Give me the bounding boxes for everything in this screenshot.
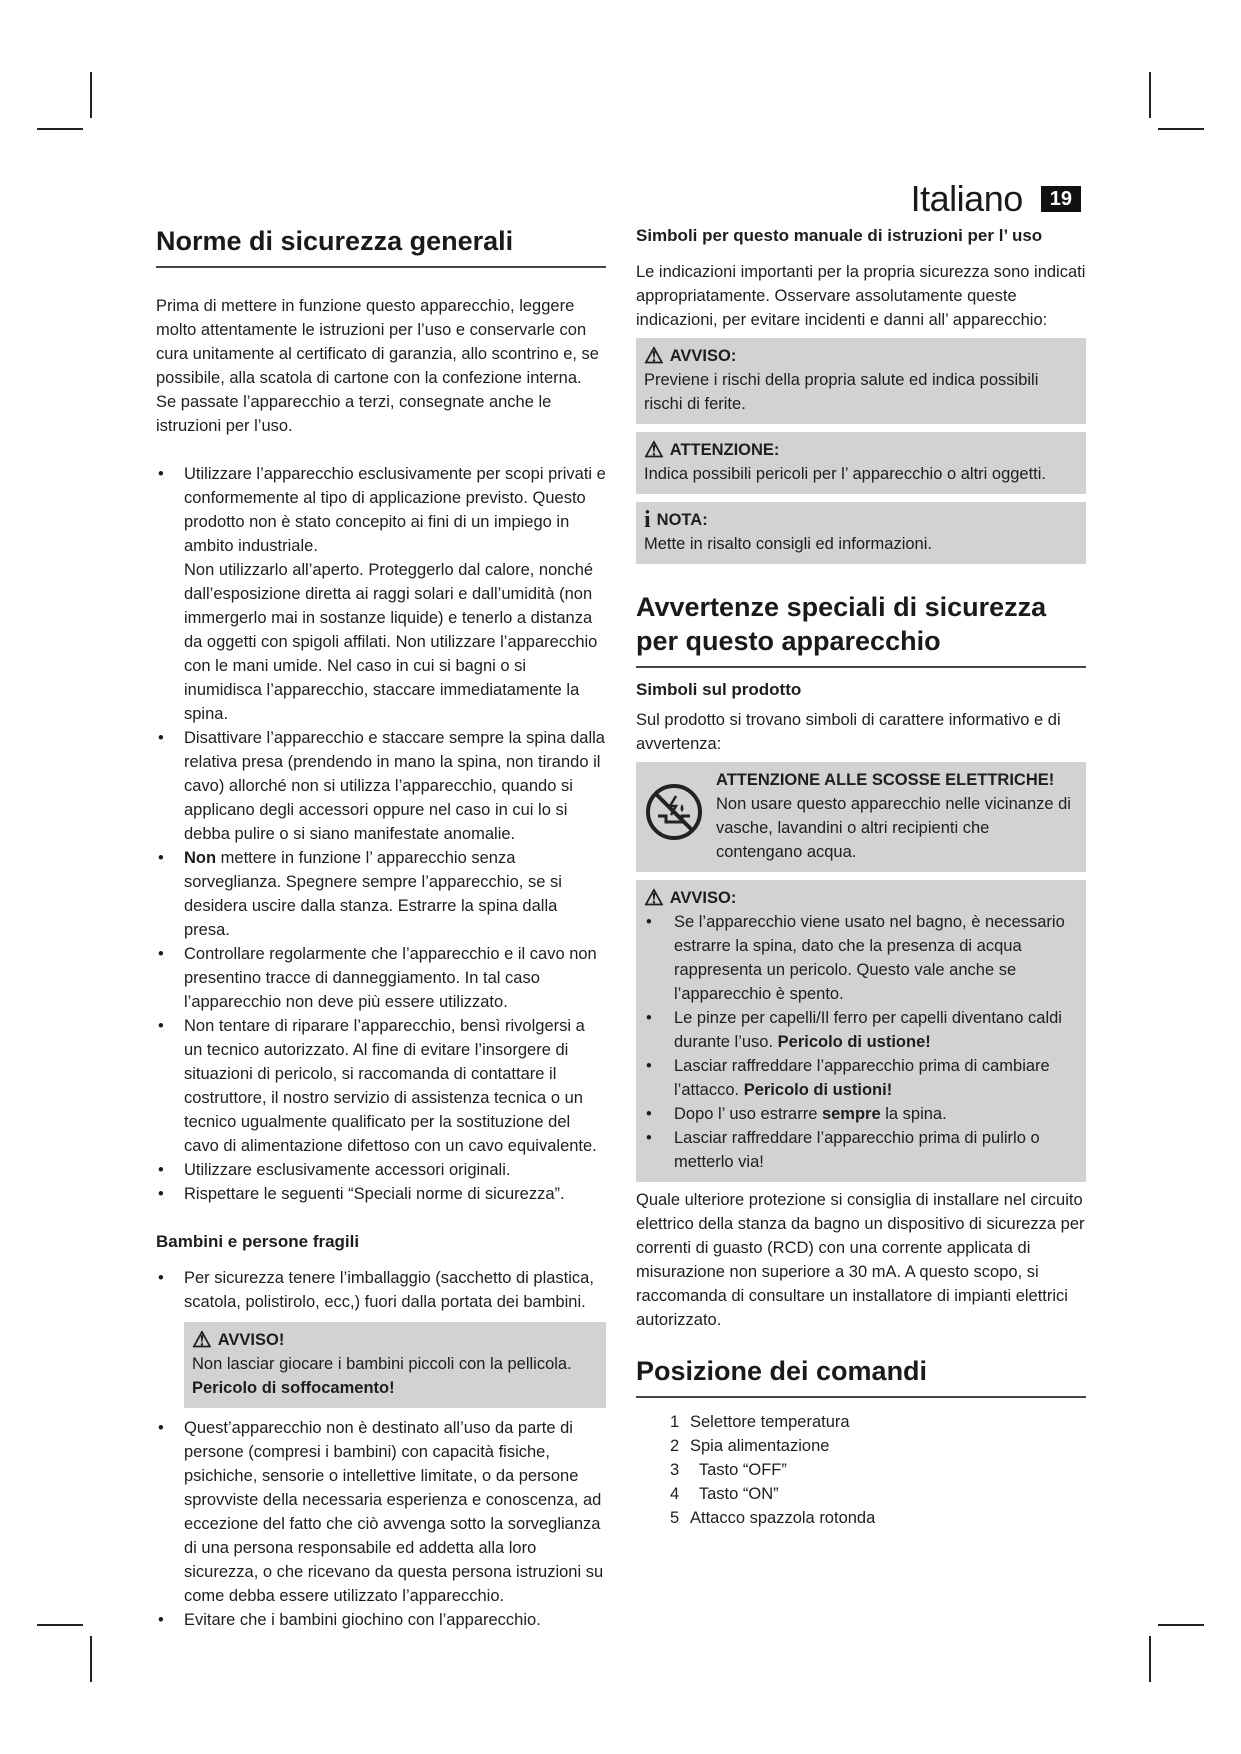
list-item: • Non tentare di riparare l’apparecchio, bensì rivolgersi a un tecnico autorizzato. Al fine di evitare l’insorgere di situazioni di pericolo, si raccomanda di contattare il costruttore, il nostro servizio di assistenza tecnica o un tecnico ugualmente qualificato per la sostituzione del cavo di alimentazione difettoso con un cavo equivalente. [156, 1014, 606, 1158]
crop-mark [1158, 1624, 1204, 1626]
crop-mark [90, 72, 92, 118]
info-icon: i [644, 507, 651, 533]
children-list [156, 1266, 606, 1314]
list-item: • Disattivare l’apparecchio e staccare sempre la spina dalla relativa presa (prendendo in mano la spina, non tirando il cavo) allorché non si utilizza l’apparecchio, quando si applicano degli accessori oppure nel caso in cui lo si debba pulire o si siano manifestate anomalie. [156, 726, 606, 846]
list-item: • Utilizzare esclusivamente accessori originali. [156, 1158, 606, 1182]
section-title-special-safety: Avvertenze speciali di sicurezza per questo apparecchio [636, 590, 1086, 668]
page-header [911, 178, 1081, 220]
crop-mark [90, 1636, 92, 1682]
list-item: • Rispettare le seguenti “Speciali norme di sicurezza”. [156, 1182, 606, 1206]
symbols-intro: Le indicazioni importanti per la propria sicurezza sono indicati appropriatamente. Osservare assolutamente queste indicazioni, per evitare incidenti e danni all’ apparecchio: [636, 263, 1086, 329]
intro-paragraph: Prima di mettere in funzione questo apparecchio, leggere molto attentamente le istruzioni per l’uso e conservarle con cura unitamente al certificato di garanzia, allo scontrino e, se possibile, alla scatola di cartone con la confezione interna. Se passate l’apparecchio a terzi, consegnate anche le istruzioni per l’uso. [156, 297, 599, 435]
list-item: 3 Tasto “OFF” [670, 1461, 787, 1479]
section-title-general-safety: Norme di sicurezza generali [156, 224, 606, 268]
crop-mark [1149, 1636, 1151, 1682]
no-water-shock-icon [644, 782, 704, 842]
right-column [636, 224, 1086, 1530]
warning-triangle-icon: ⚠ [644, 437, 664, 462]
nota-legend-box: i NOTA: Mette in risalto consigli ed informazioni. [636, 502, 1086, 564]
avviso-bathroom-box: ⚠ AVVISO: • Se l’apparecchio viene usato nel bagno, è necessario estrarre la spina, dato che la presenza di acqua rappresenta un pericolo. Questo vale anche se l’apparecchio è spento. • Le pinze per capelli/Il ferro per capelli diventano caldi durante l’uso. Pericolo di ustione! • Lasciar raffreddare l’apparecchio prima di cambiare l’attacco. Pericolo di ustioni! • Dopo l’ uso estrarre sempre la spina. • Lasciar raffreddare l’apparecchio prima di pulirlo o metterlo via! [636, 880, 1086, 1182]
children-heading: Bambini e persone fragili [156, 1232, 360, 1251]
product-symbols-text: Sul prodotto si trovano simboli di carattere informativo e di avvertenza: [636, 711, 1061, 753]
crop-mark [37, 128, 83, 130]
list-item: • Quest’apparecchio non è destinato all’uso da parte di persone (compresi i bambini) con capacità fisiche, psichiche, sensorie o intellettive limitate, o da persone sprovviste della necessaria esperienza e conoscenza, ad eccezione del fatto che ciò avvenga sotto la sorveglianza di una persona responsabile ed addetta alla loro sicurezza, o che ricevano da questa persona istruzioni su come debba essere utilizzato l’apparecchio. [156, 1416, 606, 1608]
electric-shock-box: ATTENZIONE ALLE SCOSSE ELETTRICHE! Non usare questo apparecchio nelle vicinanze di vasche, lavandini o altri recipienti che contengano acqua. [636, 762, 1086, 872]
warning-triangle-icon: ⚠ [644, 343, 664, 368]
list-item: 4 Tasto “ON” [670, 1485, 779, 1503]
list-item: • Evitare che i bambini giochino con l’apparecchio. [156, 1608, 606, 1632]
crop-mark [1158, 128, 1204, 130]
list-item: 1 Selettore temperatura [670, 1413, 850, 1431]
warning-triangle-icon: ⚠ [192, 1327, 212, 1352]
list-item: • Lasciar raffreddare l’apparecchio prima di cambiare l’attacco. Pericolo di ustioni! [644, 1054, 1078, 1102]
list-item: • Per sicurezza tenere l’imballaggio (sacchetto di plastica, scatola, polistirolo, ecc,) fuori dalla portata dei bambini. [156, 1266, 606, 1314]
list-item: • Lasciar raffreddare l’apparecchio prima di pulirlo o metterlo via! [644, 1126, 1078, 1174]
avviso-legend-box: ⚠ AVVISO: Previene i rischi della propria salute ed indica possibili rischi di ferite. [636, 338, 1086, 424]
list-item: • Se l’apparecchio viene usato nel bagno, è necessario estrarre la spina, dato che la presenza di acqua rappresenta un pericolo. Questo vale anche se l’apparecchio è spento. [644, 910, 1078, 1006]
crop-mark [37, 1624, 83, 1626]
product-symbols-heading: Simboli sul prodotto [636, 680, 802, 699]
avviso-box: ⚠ AVVISO! Non lasciar giocare i bambini piccoli con la pellicola. Pericolo di soffocamento! [184, 1322, 606, 1408]
children-list-2 [156, 1416, 606, 1632]
list-item: 5 Attacco spazzola rotonda [670, 1509, 876, 1527]
symbols-heading: Simboli per questo manuale di istruzioni per l’ uso [636, 226, 1043, 245]
attenzione-legend-box: ⚠ ATTENZIONE: Indica possibili pericoli per l’ apparecchio o altri oggetti. [636, 432, 1086, 494]
list-item: • Non mettere in funzione l’ apparecchio senza sorveglianza. Spegnere sempre l’apparecchio, se si desidera uscire dalla stanza. Estrarre la spina dalla presa. [156, 846, 606, 942]
list-item: • Le pinze per capelli/Il ferro per capelli diventano caldi durante l’uso. Pericolo di ustione! [644, 1006, 1078, 1054]
list-item: • Utilizzare l’apparecchio esclusivamente per scopi privati e conformemente al tipo di applicazione previsto. Questo prodotto non è stato concepito ai fini di un impiego in ambito industriale. Non utilizzarlo all’aperto. Proteggerlo dal calore, nonché dall’esposizione diretta ai raggi solari e dall’umidità (non immergerlo mai in sostanze liquide) e tenerlo a distanza da oggetti con spigoli affilati. Non utilizzare l’apparecchio con le mani umide. Nel caso in cui si bagni o si inumidisca l’apparecchio, staccare immediatamente la spina. [156, 462, 606, 726]
crop-mark [1149, 72, 1151, 118]
page-number: 19 [1041, 186, 1081, 212]
list-item: • Controllare regolarmente che l’apparecchio e il cavo non presentino tracce di danneggiamento. In tal caso l’apparecchio non deve più essere utilizzato. [156, 942, 606, 1014]
warning-triangle-icon: ⚠ [644, 885, 664, 910]
section-title-controls: Posizione dei comandi [636, 1354, 1086, 1398]
left-column [156, 224, 606, 1632]
language-label: Italiano [910, 178, 1023, 219]
list-item: 2 Spia alimentazione [670, 1437, 830, 1455]
safety-list [156, 462, 606, 1206]
list-item: • Dopo l’ uso estrarre sempre la spina. [644, 1102, 1078, 1126]
rcd-paragraph: Quale ulteriore protezione si consiglia di installare nel circuito elettrico della stanza da bagno un dispositivo di sicurezza per correnti di guasto (RCD) con una corrente applicata di misurazione non superiore a 30 mA. A questo scopo, si raccomanda di consultare un installatore di impianti elettrici autorizzato. [636, 1191, 1085, 1329]
controls-list [636, 1410, 1086, 1530]
